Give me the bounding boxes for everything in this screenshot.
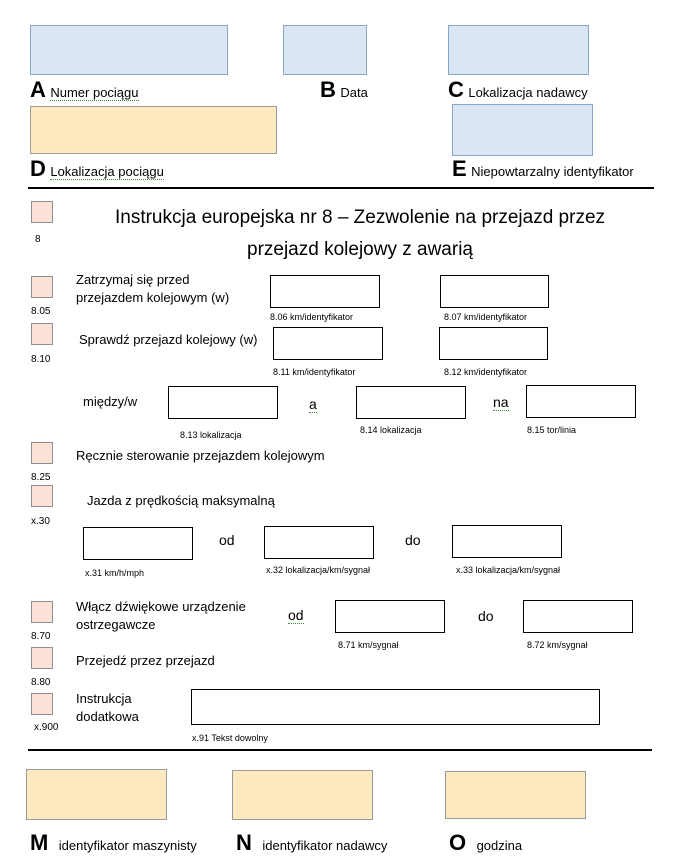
stop-checkbox[interactable] (31, 276, 53, 298)
label-e (452, 158, 634, 181)
sender-location-label: Lokalizacja nadawcy (468, 85, 588, 100)
stop-code: 8.05 (31, 306, 51, 317)
date-label: Data (340, 85, 368, 100)
horn-from-field[interactable] (335, 600, 445, 633)
horn-conn-od: od (288, 607, 304, 623)
horn-to-field[interactable] (523, 600, 633, 633)
pass-label: Przejedź przez przejazd (76, 653, 215, 668)
between-conn-a: a (309, 396, 317, 412)
horn-from-sub: 8.71 km/sygnał (338, 640, 399, 650)
speed-value-field[interactable] (83, 527, 193, 560)
manual-label: Ręcznie sterowanie przejazdem kolejowym (76, 448, 325, 463)
horn-code: 8.70 (31, 631, 51, 642)
stop-km-sub-2: 8.07 km/identyfikator (444, 312, 528, 322)
train-location-label: Lokalizacja pociągu (50, 164, 164, 179)
label-a (30, 79, 139, 102)
manual-code: 8.25 (31, 472, 51, 483)
instruction-title (70, 202, 650, 266)
label-o (449, 832, 522, 855)
between-location-sub-2: 8.14 lokalizacja (360, 425, 422, 435)
train-location-field[interactable] (30, 106, 277, 154)
sender-id-field[interactable] (232, 770, 373, 820)
check-code: 8.10 (31, 354, 51, 365)
unique-id-field[interactable] (452, 104, 593, 156)
driver-id-field[interactable] (26, 769, 167, 820)
between-label: między/w (83, 394, 138, 409)
label-d (30, 158, 164, 181)
driver-id-label: identyfikator maszynisty (58, 838, 197, 853)
speed-to-sub: x.33 lokalizacja/km/sygnał (456, 565, 561, 575)
between-conn-na: na (493, 394, 509, 410)
between-location-field-1[interactable] (168, 386, 278, 419)
speed-conn-od: od (219, 532, 235, 548)
date-field[interactable] (283, 25, 367, 75)
check-label: Sprawdź przejazd kolejowy (w) (79, 332, 258, 347)
title-line-1: Instrukcja europejska nr 8 – Zezwolenie na przejazd przez (114, 207, 606, 228)
label-m (30, 832, 197, 855)
stop-label: Zatrzymaj się przed przejazdem kolejowym (w) (76, 272, 230, 305)
speed-from-sub: x.32 lokalizacja/km/sygnał (266, 565, 371, 575)
letter-m: M (30, 830, 49, 855)
manual-checkbox[interactable] (31, 442, 53, 464)
check-km-field-2[interactable] (439, 327, 548, 360)
speed-value-sub: x.31 km/h/mph (85, 568, 145, 578)
unique-id-label: Niepowtarzalny identyfikator (471, 164, 634, 179)
divider-bottom (28, 749, 652, 751)
speed-to-field[interactable] (452, 525, 562, 558)
extra-label: Instrukcja dodatkowa (76, 691, 139, 724)
between-location-sub-1: 8.13 lokalizacja (180, 430, 242, 440)
time-field[interactable] (445, 771, 586, 819)
stop-km-sub-1: 8.06 km/identyfikator (270, 312, 354, 322)
extra-text-field[interactable] (191, 689, 600, 725)
pass-checkbox[interactable] (31, 647, 53, 669)
check-km-field-1[interactable] (273, 327, 383, 360)
letter-e: E (452, 156, 467, 181)
instruction-checkbox[interactable] (31, 201, 53, 223)
speed-checkbox[interactable] (31, 485, 53, 507)
stop-km-field-2[interactable] (440, 275, 549, 308)
divider-top (28, 187, 654, 189)
horn-conn-do: do (478, 608, 494, 624)
extra-checkbox[interactable] (31, 693, 53, 715)
between-track-sub: 8.15 tor/linia (527, 425, 577, 435)
sender-id-label: identyfikator nadawcy (262, 838, 388, 853)
extra-text-sub: x.91 Tekst dowolny (192, 733, 268, 743)
stop-km-field-1[interactable] (270, 275, 380, 308)
check-km-sub-2: 8.12 km/identyfikator (444, 367, 528, 377)
check-checkbox[interactable] (31, 323, 53, 345)
pass-code: 8.80 (31, 677, 51, 688)
horn-label: Włącz dźwiękowe urządzenie ostrzegawcze (76, 599, 246, 632)
between-track-field[interactable] (526, 385, 636, 418)
speed-from-field[interactable] (264, 526, 374, 559)
horn-to-sub: 8.72 km/sygnał (527, 640, 588, 650)
label-b (320, 79, 368, 102)
letter-n: N (236, 830, 252, 855)
speed-code: x.30 (31, 516, 50, 527)
train-number-label: Numer pociągu (50, 85, 139, 100)
speed-conn-do: do (405, 532, 421, 548)
horn-checkbox[interactable] (31, 601, 53, 623)
letter-d: D (30, 156, 46, 181)
time-label: godzina (476, 838, 523, 853)
label-c (448, 79, 588, 102)
label-n (236, 832, 387, 855)
extra-code: x.900 (34, 722, 59, 733)
train-number-field[interactable] (30, 25, 228, 75)
instruction-code: 8 (35, 234, 41, 245)
between-location-field-2[interactable] (356, 386, 466, 419)
check-km-sub-1: 8.11 km/identyfikator (273, 367, 356, 377)
letter-a: A (30, 77, 46, 102)
speed-label: Jazda z prędkością maksymalną (87, 493, 275, 508)
sender-location-field[interactable] (448, 25, 589, 75)
letter-o: O (449, 830, 467, 855)
title-line-2: przejazd kolejowy z awarią (247, 239, 473, 260)
letter-c: C (448, 77, 464, 102)
letter-b: B (320, 77, 336, 102)
